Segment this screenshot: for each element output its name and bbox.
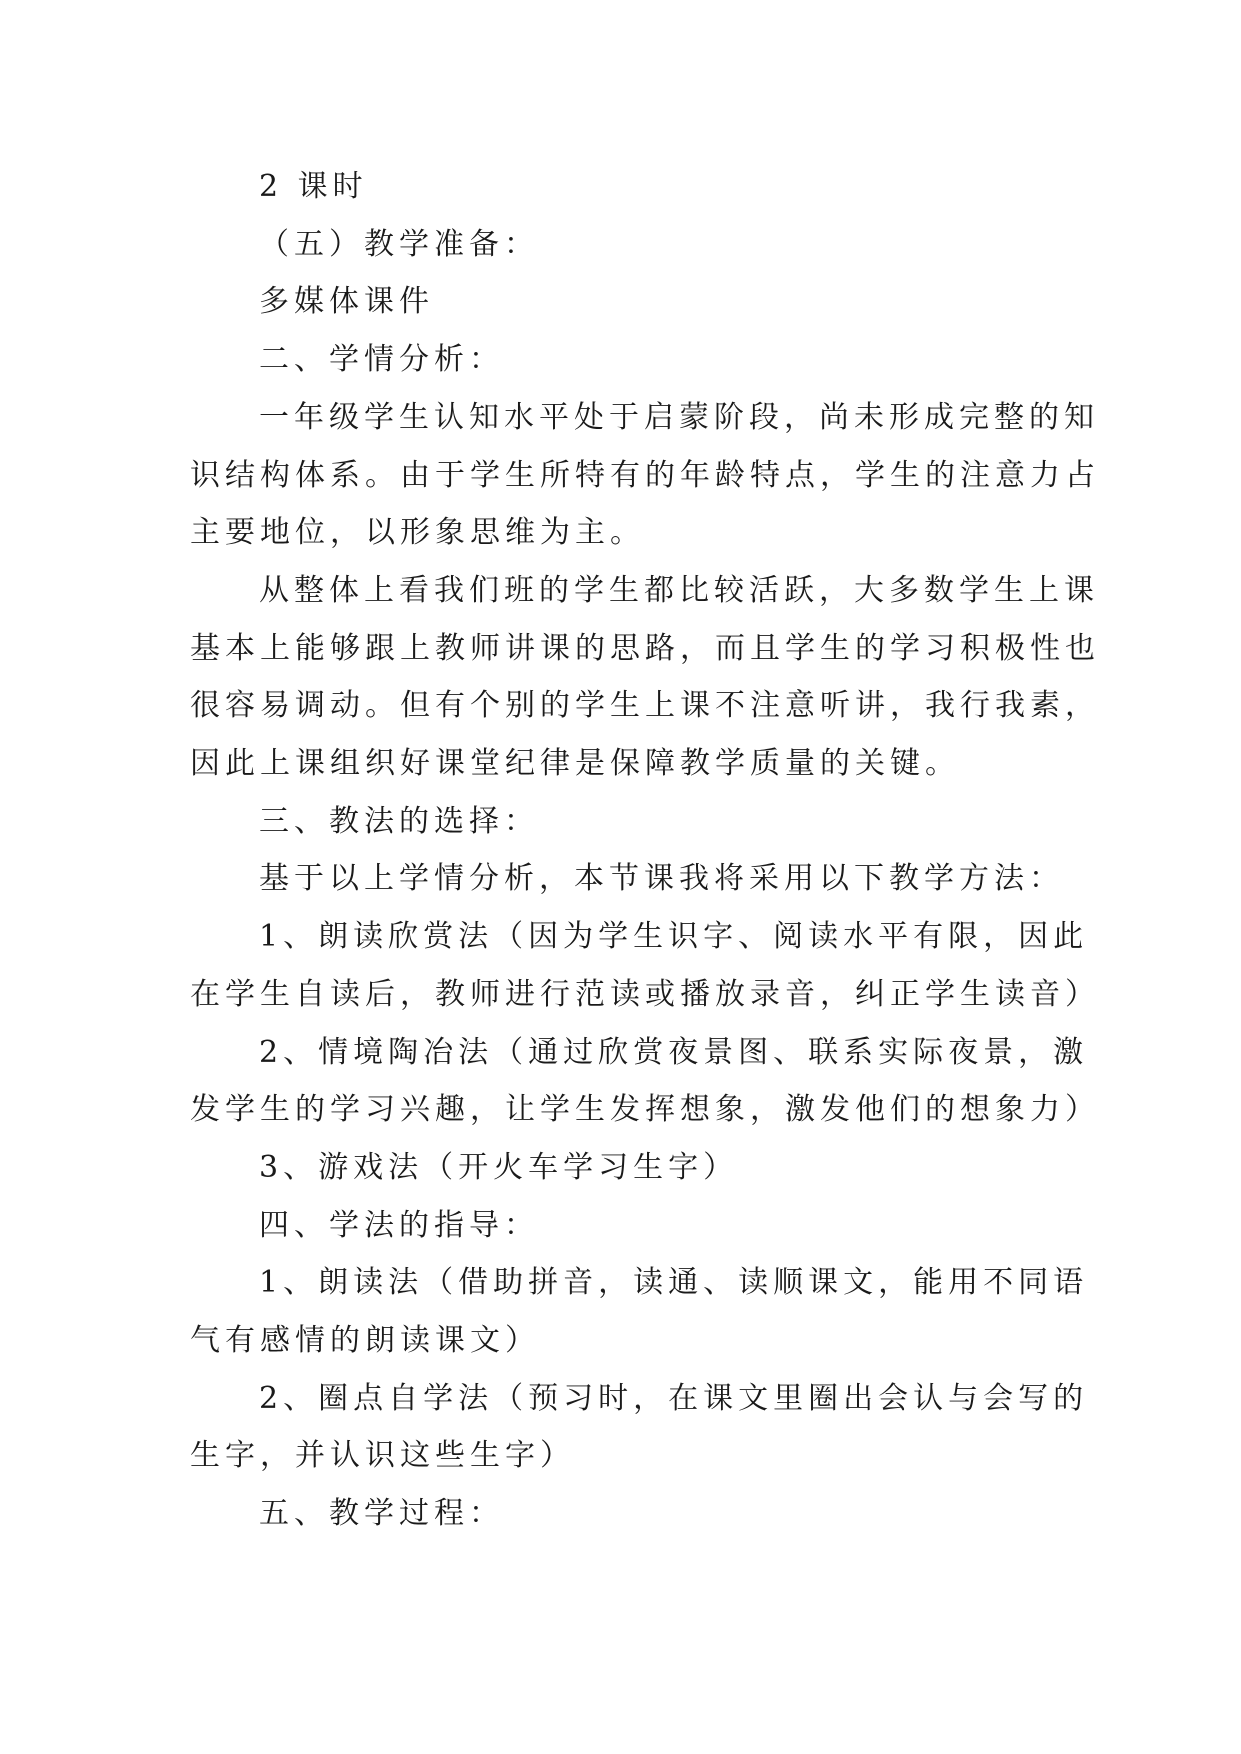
text-line: 多媒体课件 [259, 284, 434, 320]
text-line: 四、学法的指导： [259, 1207, 539, 1243]
text-line: 1、朗读法（借助拼音，读通、读顺课文，能用不同语 [259, 1265, 1089, 1301]
heading-teaching-process [190, 1485, 1050, 1543]
text-line: 在学生自读后，教师进行范读或播放录音，纠正学生读音） [190, 976, 1100, 1012]
paragraph-cognitive-level [190, 389, 1100, 562]
list-item-self-study [190, 1370, 1089, 1485]
heading-teaching-methods [190, 793, 1050, 851]
list-item-game-method [190, 1139, 1050, 1197]
paragraph-class-overview [190, 562, 1100, 793]
text-line: 气有感情的朗读课文） [190, 1323, 540, 1359]
text-line: 3、游戏法（开火车学习生字） [259, 1149, 739, 1185]
text-line: 2、圈点自学法（预习时，在课文里圈出会认与会写的 [259, 1380, 1089, 1416]
text-line: 二、学情分析： [259, 342, 504, 378]
list-item-reading-method [190, 1254, 1089, 1369]
heading-study-guidance [190, 1197, 1050, 1255]
paragraph-class-hours [190, 158, 1050, 216]
text-line: 很容易调动。但有个别的学生上课不注意听讲，我行我素， [190, 688, 1100, 724]
heading-learning-analysis [190, 331, 1050, 389]
text-line: 发学生的学习兴趣，让学生发挥想象，激发他们的想象力） [190, 1092, 1100, 1128]
text-line: 因此上课组织好课堂纪律是保障教学质量的关键。 [190, 746, 960, 782]
text-line: 主要地位，以形象思维为主。 [190, 515, 645, 551]
heading-teaching-preparation [190, 216, 1050, 274]
text-line: 1、朗读欣赏法（因为学生识字、阅读水平有限，因此 [259, 919, 1089, 955]
list-item-reading-appreciation [190, 908, 1100, 1023]
text-line: 一年级学生认知水平处于启蒙阶段，尚未形成完整的知 [259, 399, 1099, 435]
text-line: 五、教学过程： [259, 1496, 504, 1532]
text-line: 基于以上学情分析，本节课我将采用以下教学方法： [259, 861, 1064, 897]
paragraph-multimedia [190, 273, 1050, 331]
text-line: 2、情境陶冶法（通过欣赏夜景图、联系实际夜景，激 [259, 1034, 1089, 1070]
list-item-situational [190, 1024, 1100, 1139]
text-line: 基本上能够跟上教师讲课的思路，而且学生的学习积极性也 [190, 630, 1100, 666]
paragraph-methods-intro [190, 850, 1064, 908]
text-line: 2 课时 [259, 169, 368, 204]
text-line: 三、教法的选择： [259, 803, 539, 839]
text-line: 从整体上看我们班的学生都比较活跃，大多数学生上课 [259, 572, 1099, 608]
text-line: 生字，并认识这些生字） [190, 1438, 575, 1474]
text-line: 识结构体系。由于学生所特有的年龄特点，学生的注意力占 [190, 457, 1100, 493]
document-body [190, 158, 1100, 1543]
text-line: （五）教学准备： [259, 226, 539, 262]
